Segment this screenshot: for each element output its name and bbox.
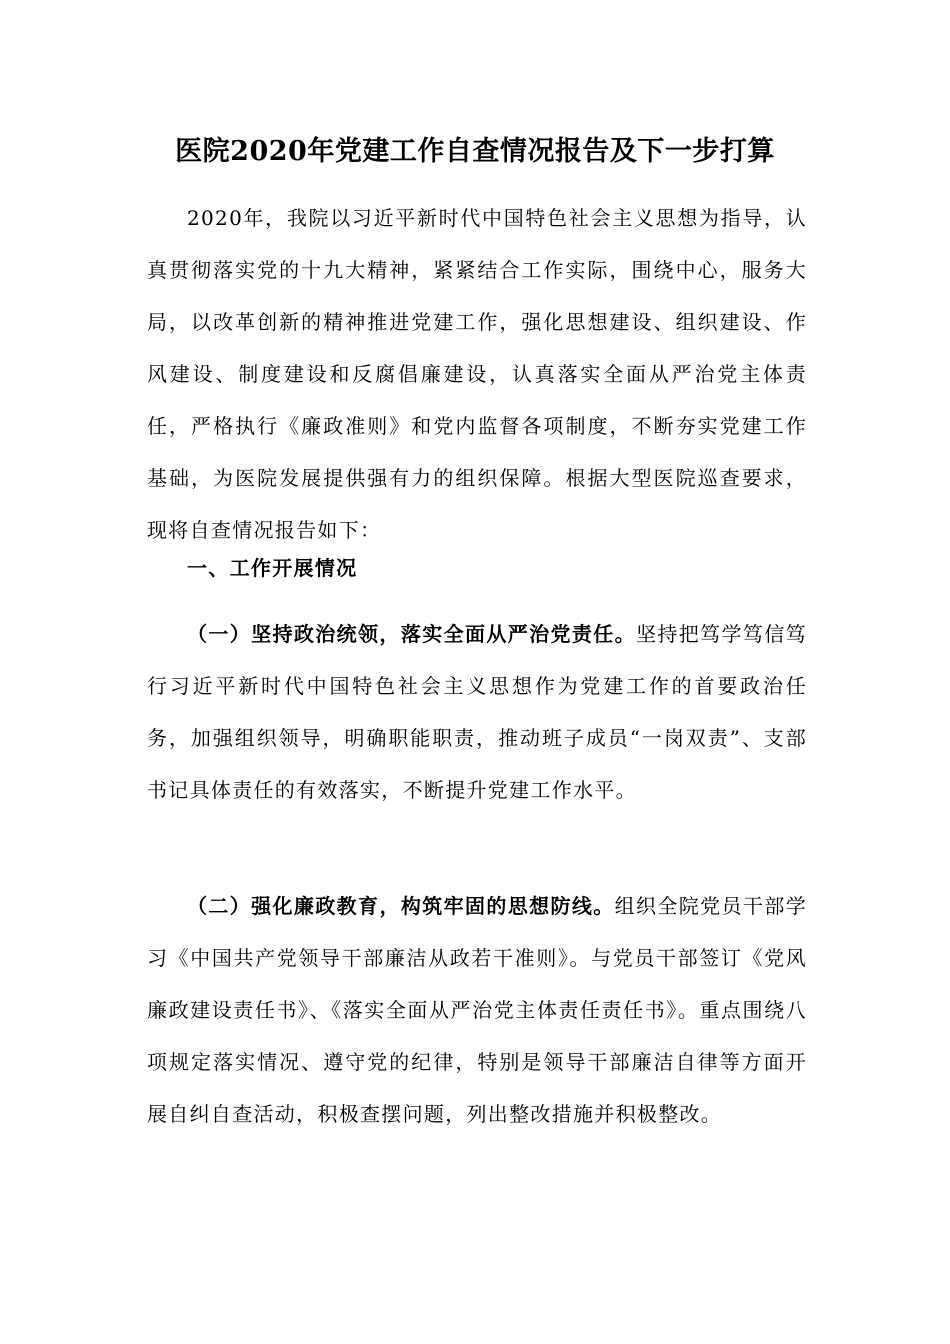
document-title: 医院2020年党建工作自查情况报告及下一步打算 [175, 136, 775, 167]
section-heading: 一、工作开展情况 [187, 556, 358, 580]
item-body-text: 组织全院党员干部学习《中国共产党领导干部廉洁从政若干准则》。与党员干部签订《党风廉政建设责任书》、《落实全面从严治党主体责任责任书》。重点围绕八项规定落实情况、遵守党的纪律，特别是领导干部廉洁自律等方面开展自纠自查活动，积极查摆问题，列出整改措施并积极整改。 [147, 894, 807, 1126]
section-item-paragraph [147, 880, 807, 1140]
item-lead-heading: （二）强化廉政教育，构筑牢固的思想防线。 [187, 894, 615, 918]
section-item-paragraph [147, 608, 807, 816]
item-body-text: 坚持把笃学笃信笃行习近平新时代中国特色社会主义思想作为党建工作的首要政治任务，加强组织领导，明确职能职责，推动班子成员“一岗双责”、支部书记具体责任的有效落实，不断提升党建工作水平。 [147, 622, 807, 802]
intro-paragraph: 2020年，我院以习近平新时代中国特色社会主义思想为指导，认真贯彻落实党的十九大精神，紧紧结合工作实际，围绕中心，服务大局，以改革创新的精神推进党建工作，强化思想建设、组织建设、作风建设、制度建设和反腐倡廉建设，认真落实全面从严治党主体责任，严格执行《廉政准则》和党内监督各项制度，不断夯实党建工作基础，为医院发展提供强有力的组织保障。根据大型医院巡查要求，现将自查情况报告如下： [147, 206, 807, 542]
item-lead-heading: （一）坚持政治统领，落实全面从严治党责任。 [187, 622, 637, 646]
